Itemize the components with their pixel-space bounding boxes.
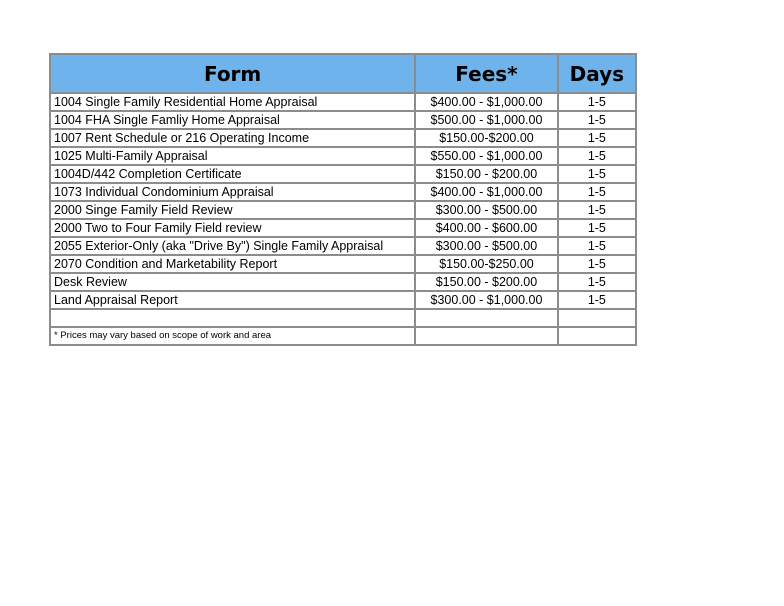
table-row (50, 291, 636, 309)
table-row (50, 273, 636, 291)
fees-cell: $300.00 - $500.00 (415, 201, 557, 219)
fees-cell: $500.00 - $1,000.00 (415, 111, 557, 129)
days-cell: 1-5 (558, 237, 636, 255)
table-row (50, 237, 636, 255)
header-form: Form (50, 54, 415, 93)
table-row (50, 219, 636, 237)
form-cell: 1073 Individual Condominium Appraisal (50, 183, 415, 201)
days-cell: 1-5 (558, 183, 636, 201)
fees-cell: $150.00 - $200.00 (415, 273, 557, 291)
footnote-row (50, 327, 636, 345)
fees-cell: $300.00 - $500.00 (415, 237, 557, 255)
fee-schedule-table (49, 53, 637, 346)
form-cell: 2070 Condition and Marketability Report (50, 255, 415, 273)
table-row (50, 201, 636, 219)
form-cell: 1025 Multi-Family Appraisal (50, 147, 415, 165)
form-cell: Land Appraisal Report (50, 291, 415, 309)
empty-cell (558, 309, 636, 327)
days-cell: 1-5 (558, 93, 636, 111)
empty-cell (415, 309, 557, 327)
footnote: * Prices may vary based on scope of work and area (50, 327, 415, 345)
empty-cell (558, 327, 636, 345)
fees-cell: $400.00 - $1,000.00 (415, 183, 557, 201)
fees-cell: $400.00 - $1,000.00 (415, 93, 557, 111)
days-cell: 1-5 (558, 255, 636, 273)
form-cell: 2000 Two to Four Family Field review (50, 219, 415, 237)
table-row (50, 183, 636, 201)
table-row (50, 165, 636, 183)
fees-cell: $300.00 - $1,000.00 (415, 291, 557, 309)
fees-cell: $150.00 - $200.00 (415, 165, 557, 183)
days-cell: 1-5 (558, 111, 636, 129)
fees-cell: $150.00-$250.00 (415, 255, 557, 273)
days-cell: 1-5 (558, 291, 636, 309)
table-row (50, 147, 636, 165)
form-cell: Desk Review (50, 273, 415, 291)
empty-cell (50, 309, 415, 327)
form-cell: 1007 Rent Schedule or 216 Operating Income (50, 129, 415, 147)
table-header-row (50, 54, 636, 93)
fees-cell: $400.00 - $600.00 (415, 219, 557, 237)
days-cell: 1-5 (558, 219, 636, 237)
days-cell: 1-5 (558, 201, 636, 219)
table-row (50, 111, 636, 129)
days-cell: 1-5 (558, 147, 636, 165)
table-row (50, 129, 636, 147)
form-cell: 2000 Singe Family Field Review (50, 201, 415, 219)
form-cell: 1004 Single Family Residential Home Appraisal (50, 93, 415, 111)
table-row (50, 93, 636, 111)
form-cell: 1004 FHA Single Famliy Home Appraisal (50, 111, 415, 129)
empty-cell (415, 327, 557, 345)
fees-cell: $150.00-$200.00 (415, 129, 557, 147)
header-days: Days (558, 54, 636, 93)
days-cell: 1-5 (558, 165, 636, 183)
days-cell: 1-5 (558, 273, 636, 291)
header-fees: Fees* (415, 54, 557, 93)
form-cell: 1004D/442 Completion Certificate (50, 165, 415, 183)
fees-cell: $550.00 - $1,000.00 (415, 147, 557, 165)
form-cell: 2055 Exterior-Only (aka "Drive By") Single Family Appraisal (50, 237, 415, 255)
table-row (50, 255, 636, 273)
empty-row (50, 309, 636, 327)
days-cell: 1-5 (558, 129, 636, 147)
